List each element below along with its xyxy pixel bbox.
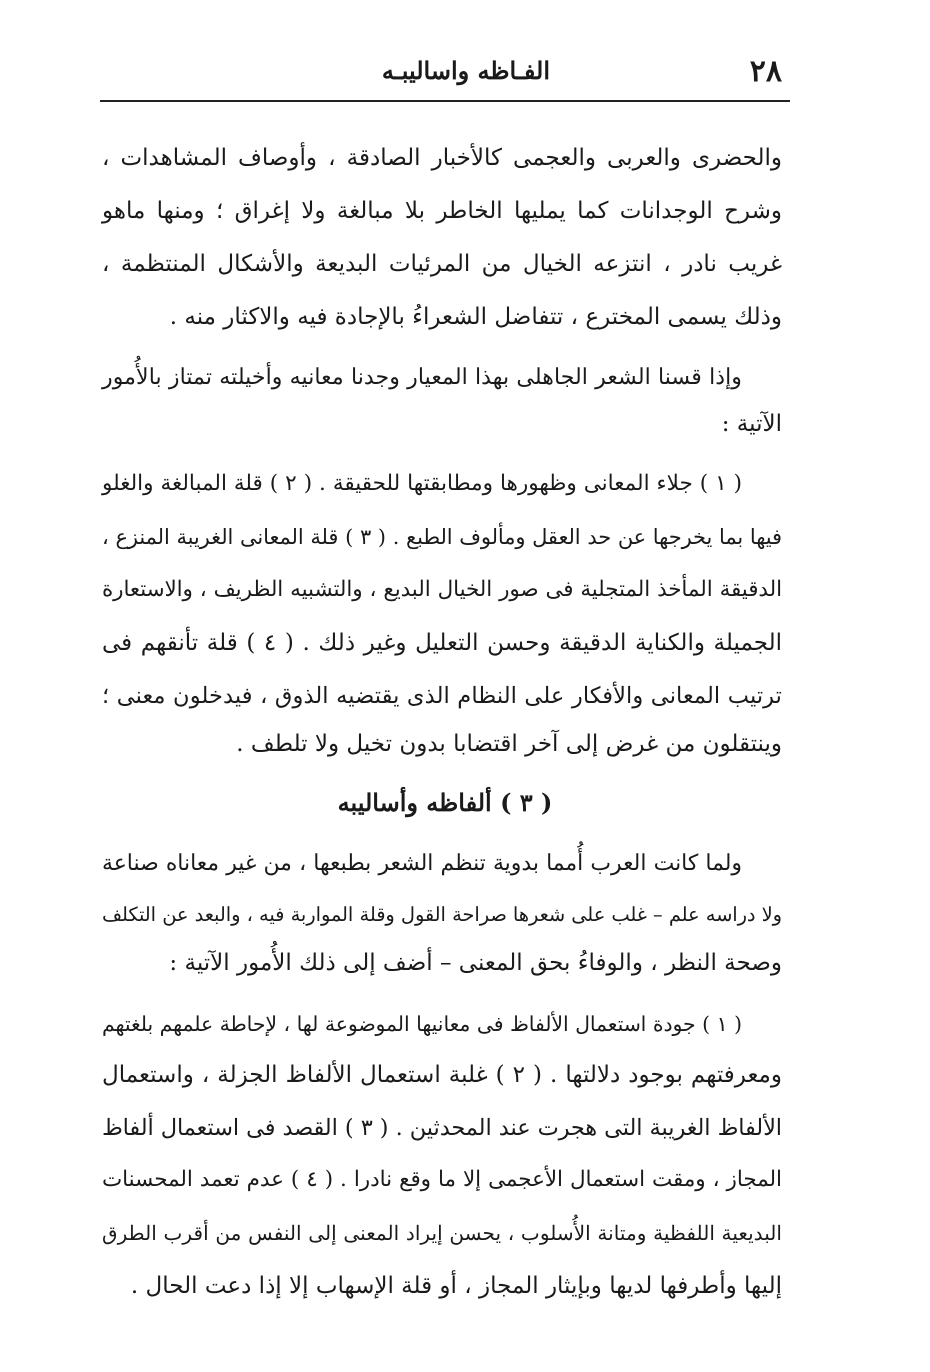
text-line: الألفاظ الغريبة التى هجرت عند المحدثين . ( ٣ ) القصد فى استعمال ألفاظ: [102, 1115, 782, 1141]
section-heading: ( ٣ ) ألفاظه وأساليبه: [337, 788, 553, 817]
page-number: ٢٨: [749, 54, 782, 89]
text-line: ( ١ ) جلاء المعانى وظهورها ومطابقتها للحقيقة . ( ٢ ) قلة المبالغة والغلو: [102, 471, 743, 496]
text-line: ولما كانت العرب أُمما بدوية تنظم الشعر بطبعها ، من غير معاناه صناعة: [102, 851, 742, 876]
text-line: ومعرفتهم بوجود دلالتها . ( ٢ ) غلبة استعمال الألفاظ الجزلة ، واستعمال: [102, 1062, 782, 1088]
text-line: وشرح الوجدانات كما يمليها الخاطر بلا مبالغة ولا إغراق ؛ ومنها ماهو: [102, 198, 782, 224]
text-line: وصحة النظر ، والوفاءُ بحق المعنى – أضف إلى ذلك الأُمور الآتية :: [169, 950, 782, 976]
text-line: المجاز ، ومقت استعمال الأعجمى إلا ما وقع نادرا . ( ٤ ) عدم تعمد المحسنات: [102, 1167, 782, 1192]
text-line: ( ١ ) جودة استعمال الألفاظ فى معانيها الموضوعة لها ، لإحاطة علمهم بلغتهم: [102, 1012, 742, 1036]
text-line: إليها وأطرفها لديها وبإيثار المجاز ، أو قلة الإسهاب إلا إذا دعت الحال .: [130, 1273, 782, 1299]
text-line: غريب نادر ، انتزعه الخيال من المرئيات البديعة والأشكال المنتظمة ،: [102, 251, 782, 277]
text-line: وينتقلون من غرض إلى آخر اقتضابا بدون تخيل ولا تلطف .: [236, 731, 782, 757]
page-header: [100, 50, 790, 96]
text-line: الآتية :: [721, 411, 782, 437]
text-line: وذلك يسمى المخترع ، تتفاضل الشعراءُ بالإجادة فيه والاكثار منه .: [169, 304, 782, 330]
text-line: الدقيقة المأخذ المتجلية فى صور الخيال البديع ، والتشبيه الظريف ، والاستعارة: [102, 577, 782, 602]
text-line: ولا دراسه علم – غلب على شعرها صراحة القول وقلة المواربة فيه ، والبعد عن التكلف: [102, 903, 782, 926]
text-line: الجميلة والكناية الدقيقة وحسن التعليل وغير ذلك . ( ٤ ) قلة تأنقهم فى: [102, 630, 782, 656]
text-line: وإذا قسنا الشعر الجاهلى بهذا المعيار وجدنا معانيه وأخيلته تمتاز بالأُمور: [102, 364, 742, 390]
header-rule: [100, 100, 790, 102]
text-line: ترتيب المعانى والأفكار على النظام الذى يقتضيه الذوق ، فيدخلون معنى ؛: [102, 683, 782, 709]
text-line: والحضرى والعربى والعجمى كالأخبار الصادقة ، وأوصاف المشاهدات ،: [102, 145, 782, 171]
running-title: الفـاظه واساليبـه: [381, 56, 550, 85]
text-line: فيها بما يخرجها عن حد العقل ومألوف الطبع . ( ٣ ) قلة المعانى الغريبة المنزع ،: [102, 525, 782, 549]
text-line: البديعية اللفظية ومتانة الأُسلوب ، يحسن إيراد المعنى إلى النفس من أقرب الطرق: [102, 1221, 782, 1245]
